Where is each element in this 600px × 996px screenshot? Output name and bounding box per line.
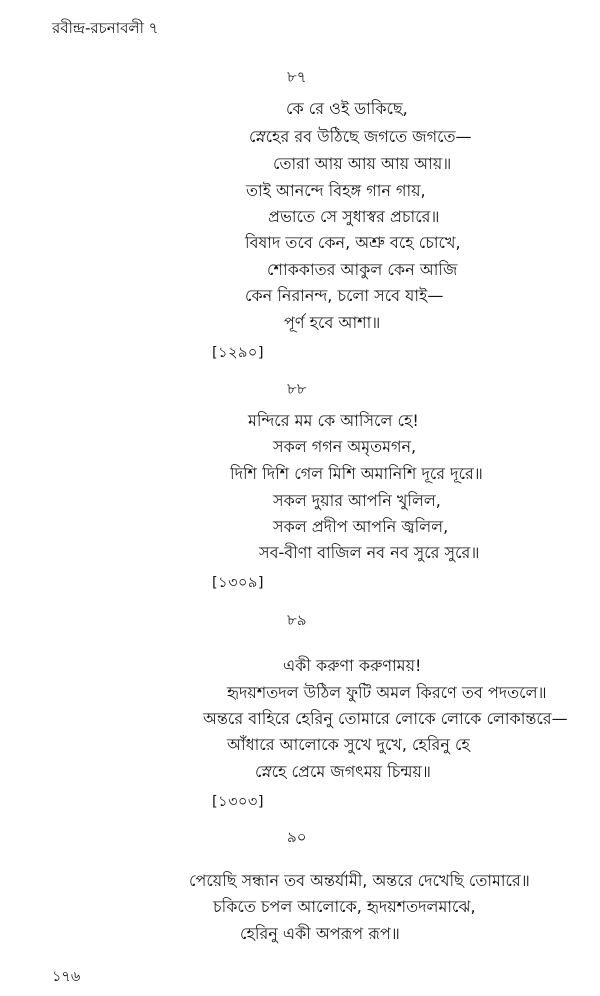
verse-line: পেয়েছি সন্ধান তব অন্তর্যামী, অন্তরে দেখেছি তোমারে॥ xyxy=(189,871,530,890)
song-number: ৮৮ xyxy=(287,380,307,398)
composition-year: [১৩০৯] xyxy=(212,575,264,591)
verse-line: তাই আনন্দে বিহঙ্গ গান গায়, xyxy=(246,181,426,200)
verse-line: হৃদয়শতদল উঠিল ফুটি অমল কিরণে তব পদতলে॥ xyxy=(227,683,547,702)
composition-year: [১৩০৩] xyxy=(212,794,265,810)
verse-line: কেন নিরানন্দ, চলো সবে যাই— xyxy=(245,286,444,305)
composition-year: [১২৯০] xyxy=(212,345,264,361)
verse-line: আঁধারে আলোকে সুখে দুখে, হেরিনু হে xyxy=(227,735,470,754)
verse-line: মন্দিরে মম কে আসিলে হে! xyxy=(248,411,419,430)
verse-line: দিশি দিশি গেল মিশি অমানিশি দূরে দূরে॥ xyxy=(230,464,483,483)
song-number: ৮৯ xyxy=(287,611,307,629)
verse-line: কে রে ওই ডাকিছে, xyxy=(286,99,408,118)
song-number: ৮৭ xyxy=(287,68,307,86)
verse-line: প্রভাতে সে সুধাস্বর প্রচারে॥ xyxy=(268,207,440,226)
verse-line: একী করুণা করুণাময়! xyxy=(283,656,422,675)
verse-line: সকল প্রদীপ আপনি জ্বলিল, xyxy=(273,517,449,536)
verse-line: চকিতে চপল আলোকে, হৃদয়শতদলমাঝে, xyxy=(213,897,476,916)
song-number: ৯০ xyxy=(287,828,307,846)
verse-line: সকল গগন অমৃতমগন, xyxy=(273,437,417,456)
verse-line: হেরিনু একী অপরূপ রূপ॥ xyxy=(240,924,400,943)
running-head: রবীন্দ্র-রচনাবলী ৭ xyxy=(52,19,159,37)
page-number: ১৭৬ xyxy=(52,969,81,985)
verse-line: অন্তরে বাহিরে হেরিনু তোমারে লোকে লোকে লোকান্তরে— xyxy=(203,709,568,728)
verse-line: বিষাদ তবে কেন, অশ্রু বহে চোখে, xyxy=(245,233,461,252)
verse-line: তোরা আয় আয় আয় আয়॥ xyxy=(273,154,452,173)
verse-line: সকল দুয়ার আপনি খুলিল, xyxy=(273,491,441,510)
verse-line: পূর্ণ হবে আশা॥ xyxy=(284,313,381,332)
verse-line: স্নেহে প্রেমে জগৎময় চিন্ময়॥ xyxy=(255,762,431,781)
verse-line: শোককাতর আকুল কেন আজি xyxy=(267,260,458,279)
verse-line: সব-বীণা বাজিল নব নব সুরে সুরে॥ xyxy=(259,543,480,562)
verse-line: স্নেহের রব উঠিছে জগতে জগতে— xyxy=(249,127,472,146)
